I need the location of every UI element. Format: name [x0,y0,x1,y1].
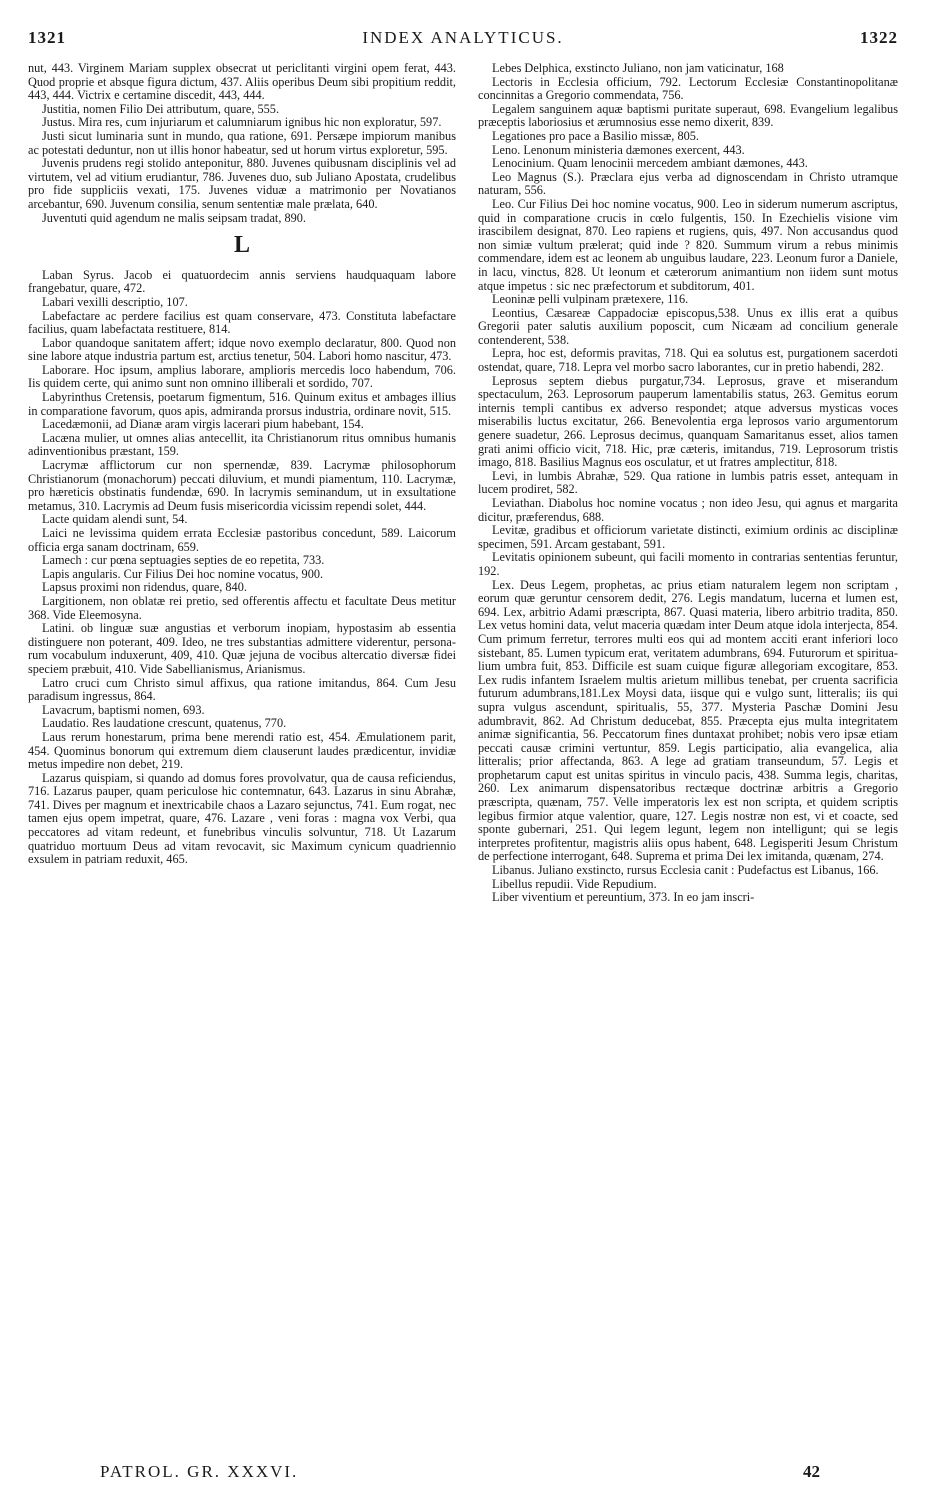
page-header [28,28,898,58]
index-entry: Lazarus quispiam, si quando ad domus fores provolvatur, qua de causa reficiendus, 716. Lazarus pauper, quam periculose hic contemnatur, 643. Lazarus in sinu Abrahæ, 741. Dives per magnum et inextricabile chaos a Lazaro sejunctus, 741. Eum rogat, nec tamen ejus opem impetrat, quare, 476. Lazare , veni foras : magna vox Verbi, qua peccatores ad vitam redeunt, et funebribus vinculis solvuntur, 718. Ut Lazarum quatriduo mortuum Deus ad vitam revocavit, sic Maximum cynicum quadriennio exsulem in patriam reduxit, 465. [28,770,456,867]
left-entries-l [28,269,456,867]
index-entry: Leprosus septem diebus purgatur,734. Leprosus, grave et miserandum spectaculum, 263. Leprosorum pauperum lamentabilis status, 263. Gemitus eorum internis templi cantibus ex adverso respondet; atque adversus mysticas voces miserabilis luctus excitatur, 266. Benevolentia erga leprosos vario argumentorum genere suadetur, 266. Leprosus decimus, quanquam Samaritanus esset, alios tamen grati animi officio vicit, 718. Hic, præ cæteris, imitandus, 719. Leprosorum tristis imago, 818. Basilius Magnus eos osculatur, et ut fratres amplectitur, 818. [478,373,898,470]
volume-label: PATROL. GR. XXXVI. [100,1462,299,1481]
index-entry: Liber viventium et pereuntium, 373. In eo jam inscri- [492,890,755,905]
index-entry: Labefactare ac perdere facilius est quam conservare, 473. Constituta labefactare facilius, quam labefactata restituere, 814. [28,308,456,337]
index-entry: Latini. ob linguæ suæ angustias et verborum inopiam, hypostasim ab essentia distinguere non poterant, 409. Ideo, ne tres substantias admittere viderentur, personarum vocabulum induxerunt, 409, 410. Quæ jejuna de vocibus altercatio diversæ fidei speciem præbuit, 410. Vide Sabellianismus, Arianismus. [28,621,456,676]
index-entry: Juventuti quid agendum ne malis seipsam tradat, 890. [42,210,306,225]
page-footer [100,1462,820,1490]
index-entry: Lavacrum, baptismi nomen, 693. [42,702,205,717]
signature-mark: 42 [803,1462,820,1481]
index-entry: Leviathan. Diabolus hoc nomine vocatus ; non ideo Jesu, qui agnus et margarita dicitur, præferendus, 688. [478,496,898,524]
page-number-right: 1322 [860,28,898,47]
index-entry: Lapsus proximi non ridendus, quare, 840. [42,580,247,595]
index-entry: Juvenis prudens regi stolido anteponitur, 880. Juvenes quibusnam disciplinis vel ad virtutem, vel ad vitium erudiantur, 786. Juvenes duo, sub Juliano Apostata, crudelibus pro fide suppliciis vexati, 175. Juvenes viduæ a matrimonio per Novatianos arcebantur, 690. Juvenum consilia, senum sententiæ male prælata, 640. [28,156,456,211]
index-entry: Laborare. Hoc ipsum, amplius laborare, amplioris mercedis loco habendum, 706. Iis quidem certe, qui animo sunt non omnino illiberali et sordido, 707. [28,362,456,391]
index-entry: Latro cruci cum Christo simul affixus, qua ratione imitandus, 864. Cum Jesu paradisum ingressus, 864. [28,675,456,704]
index-entry: Largitionem, non oblatæ rei pretio, sed offerentis affectu et facultate Deus metitur 368. Vide Eleemosyna. [28,593,456,622]
index-entry: Laban Syrus. Jacob ei quatuordecim annis serviens haudquaquam labore frangebatur, quare, 472. [28,267,456,296]
index-entry: Leoninæ pelli vulpinam prætexere, 116. [492,292,689,307]
index-entry: Legalem sanguinem aquæ baptismi puritate superaut, 698. Evangelium legalibus præceptis laboriosius et ærumnosius esse nemo dixerit, 839. [478,101,898,130]
index-entry: Leo Magnus (S.). Præclara ejus verba ad dignoscendam in Christo utramque naturam, 556. [478,169,898,198]
index-entry: Justitia, nomen Filio Dei attributum, quare, 555. [42,101,280,116]
index-entry: Labyrinthus Cretensis, poetarum figmentum, 516. Quinum exitus et ambages illius in comparatione favorum, quos apis, admiranda prorsus industria, ordinare novit, 515. [28,390,456,418]
index-entry: Libanus. Juliano exstincto, rursus Ecclesia canit : Pudefactus est Libanus, 166. [492,863,879,878]
index-entry: Lectoris in Ecclesia officium, 792. Lectorum Ecclesiæ Constantinopolitanæ concinnitas a Gregorio commendata, 756. [478,74,898,103]
index-entry: Laus rerum honestarum, prima bene merendi ratio est, 454. Æmulationem parit, 454. Quominus bonorum qui extremum diem clauserunt laudes prædicentur, invidiæ metus impedire non debet, 219. [28,729,456,772]
index-entry: Lacrymæ afflictorum cur non spernendæ, 839. Lacrymæ philosophorum Christianorum (monachorum) peccati diluvium, et mundi piamentum, 110. Lacrymæ, pro hæreticis obstinatis fundendæ, 690. In lacrymis seminandum, ut in exsultatione metamus, 310. Lacrymis ad Deum fusis misericordia vicissim rependi solet, 444. [28,458,456,513]
index-entry: Levitatis opinionem subeunt, qui facili momento in contrarias sententias feruntur, 192. [478,550,898,578]
left-column [28,62,456,867]
index-entry: Libellus repudii. Vide Repudium. [492,876,657,891]
index-entry: Laudatio. Res laudatione crescunt, quatenus, 770. [42,716,287,731]
index-entry: Labor quandoque sanitatem affert; idque novo exemplo declaratur, 800. Quod non sine labore atque industria partum est, arctius tenetur, 504. Labori homo nascitur, 473. [28,335,456,364]
index-entry: Lapis angularis. Cur Filius Dei hoc nomine vocatus, 900. [42,566,324,581]
page-number-left: 1321 [28,28,66,47]
index-entry: Labari vexilli descriptio, 107. [42,294,188,309]
running-title: INDEX ANALYTICUS. [362,28,564,47]
index-entry: Leno. Lenonum ministeria dæmones exercent, 443. [492,142,745,157]
index-entry: Lex. Deus Legem, prophetas, ac prius etiam naturalem legem non scriptam , eorum quæ geruntur censorem dedit, 276. Legis mandatum, lucerna et lumen est, 694. Lex, arbitrio Adami præscripta, 867. Quasi materia, libero arbitrio tradita, 850. Lex vetus homini data, velut maceria quædam inter Deum atque idola interjecta, 854. Cum primum ferretur, terrores multi eos qui ad montem acciti erant inferiori loco sistebant, 85. Lumen typicum erat, veritatem adumbrans, 694. Futurorum et spiritualium umbra fuit, 853. Difficile est suam cuique figuræ allegoriam excogitare, 853. Lex rudis infantem Israelem multis arietum millibus tenebat, per cruenta sacrificia futurum adumbrans,181.Lex Moysi data, iisque qui e vulgo sunt, litteralis; iis qui supra vulgus ascendunt, spiritualis, 55, 377. Mysteria Paschæ Domini Jesu adumbravit, 862. Ad Christum deducebat, 855. Præcepta ejus multa integritatem animæ significantia, 56. Peccatorum fines duntaxat prohibet; nobis vero ipsæ etiam peccati causæ crimini vertuntur, 859. Legis participatio, alia evangelica, alia litteralis; prior affectanda, 863. A lege ad gratiam transeundum, 57. Legis et prophetarum caput est unitas spiritus in vinculo pacis, 438. Summa legis, charitas, 260. Lex animarum dispensatoribus rectæque doctrinæ arbitris a Gregorio præscripta, quænam, 757. Velle imperatoris lex est non scripta, et quidem scriptis legibus firmior atque valentior, quare, 127. Legis nostræ non est, vi et coacte, sed sponte gubernari, 251. Qui legem legunt, legem non intelligunt; qui se legis interpretes profitentur, magistris aliis opus habent, 648. Legisperiti Jesum Christum de perfectione interrogant, 648. Suprema et prima Dei lex imitanda, quænam, 274. [478,577,898,864]
index-entry: Levitæ, gradibus et officiorum varietate distincti, eximium ordinis ac disciplinæ specimen, 591. Arcam gestabant, 591. [478,523,898,551]
right-column [478,62,898,905]
index-entry: Lacte quidam alendi sunt, 54. [42,512,188,527]
index-entry: Lacedæmonii, ad Dianæ aram virgis lacerari pium habebant, 154. [42,417,364,432]
index-entry: Lenocinium. Quam lenocinii mercedem ambiant dæmones, 443. [492,156,808,171]
left-entries-j [28,62,456,225]
index-entry: Justus. Mira res, cum injuriarum et calumniarum ignibus hic non exploratur, 597. [42,115,442,130]
section-letter: L [233,232,250,259]
index-entry: Lamech : cur pœna septuagies septies de eo repetita, 733. [42,553,325,568]
index-entry: Justi sicut luminaria sunt in mundo, qua ratione, 691. Persæpe impiorum manibus ac potestati deduntur, non ut illis honor habeatur, sed ut horum virtus exploretur, 595. [28,128,456,157]
right-entries [478,62,898,905]
index-entry: Lebes Delphica, exstincto Juliano, non jam vaticinatur, 168 [492,61,784,75]
index-entry: nut, 443. Virginem Mariam supplex obsecrat ut periclitanti virgini opem ferat, 443. Quod proprie et absque figura dictum, 437. Aliis operibus Deum sibi propitium reddit, 443, 444. Victrix e certamine discedit, 443, 444. [28,61,456,103]
index-entry: Laici ne levissima quidem errata Ecclesiæ pastoribus concedunt, 589. Laicorum officia erga sanam doctrinam, 659. [28,526,456,554]
index-entry: Lacæna mulier, ut omnes alias antecellit, ita Christianorum ritus omnibus humanis adinventionibus præstant, 159. [28,430,456,459]
index-entry: Lepra, hoc est, deformis pravitas, 718. Qui ea solutus est, purgationem sacerdoti ostendat, quare, 718. Lepra vel morbo sacro laborantes, cur in pretio habendi, 282. [478,346,898,375]
index-entry: Levi, in lumbis Abrahæ, 529. Qua ratione in lumbis patris esset, antequam in lucem prodiret, 582. [478,468,898,497]
index-entry: Leo. Cur Filius Dei hoc nomine vocatus, 900. Leo in siderum numerum ascriptus, quid in comparatione crucis in cœlo fulgentis, 150. In Ezechielis visione vim irascibilem designat, 870. Leo rapiens et rugiens, quis, 497. Non accusandus quod non simiæ vultum prælerat; quid inde ? 820. Summum virum a rebus minimis commendare, idem est ac leonem ab unguibus laudare, 223. Leonum furor a Daniele, in lacu, vinctus, 828. Ut leonum et cæterorum animantium non iidem sunt motus atque impetus : sic nec præfectorum et subditorum, 401. [478,196,898,293]
index-entry: Leontius, Cæsareæ Cappadociæ episcopus,538. Unus ex illis erat a quibus Gregorii pater salutis auxilium poposcit, cum Nicæam ad concilium generale contenderent, 538. [478,305,898,347]
index-entry: Legationes pro pace a Basilio missæ, 805. [492,128,699,143]
